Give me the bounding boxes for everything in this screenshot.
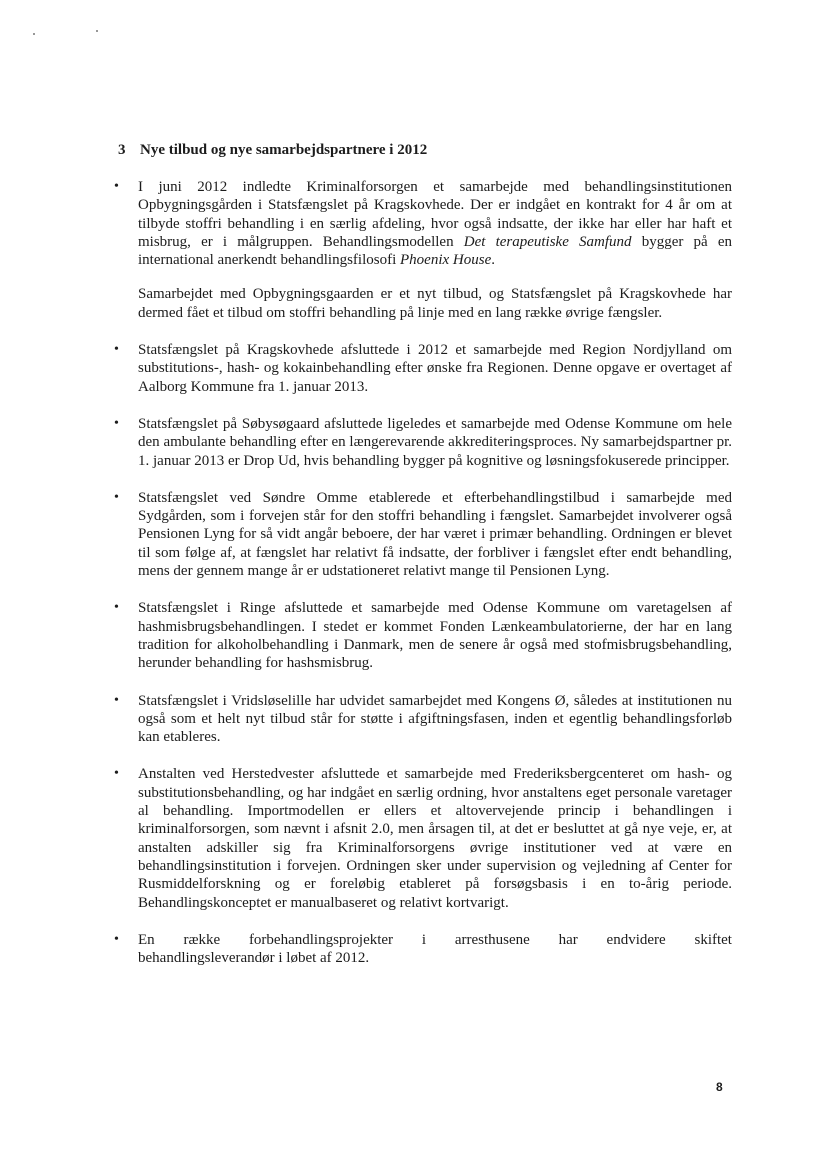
list-item bbox=[112, 765, 732, 911]
paragraph: Anstalten ved Herstedvester afsluttede et samarbejde med Frederiksbergcenteret om hash- og substitutionsbehandling, og har indgået en særlig ordning, hvor anstaltens eget personale varetager al behandling. Importmodellen er ellers et altovervejende princip i behandlingen i kriminalforsorgen, som nævnt i afsnit 2.0, men årsagen til, at det er besluttet at gå nye veje, er, at anstalten adskiller sig fra Kriminalforsorgens øvrige institutioner ved at være en behandlingsinstitution i forvejen. Ordningen sker under supervision og vejledning af Center for Rusmiddelforskning og er foreløbig etableret på forsøgsbasis i en to-årig periode. Behandlingskonceptet er manualbaseret og relativt kortvarigt. bbox=[138, 766, 732, 911]
word: arresthusene bbox=[454, 931, 530, 948]
section-heading bbox=[118, 142, 427, 159]
paragraph-text: bygger på en international anerkendt behandlingsfilosofi bbox=[138, 233, 732, 269]
list-item bbox=[112, 178, 732, 322]
bullet-icon: • bbox=[114, 489, 119, 505]
paragraph: Statsfængslet i Ringe afsluttede et samarbejde med Odense Kommune om varetagelsen af hashmisbrugsbehandlingen. I stedet er kommet Fonden Lænkeambulatorierne, der har en lang tradition for alkoholbehandling i Danmark, men de senere år også med stofmisbrugsbehandling, herunder behandling for hashsmisbrug. bbox=[138, 600, 732, 672]
word: i bbox=[421, 931, 427, 948]
section-number: 3 bbox=[118, 142, 126, 158]
section-title: Nye tilbud og nye samarbejdspartnere i 2012 bbox=[140, 142, 428, 158]
scan-speck bbox=[33, 33, 35, 35]
bullet-icon: • bbox=[114, 415, 119, 431]
scan-speck bbox=[96, 30, 98, 32]
bullet-icon: • bbox=[114, 600, 119, 616]
paragraph: Statsfængslet ved Søndre Omme etablerede et efterbehandlingstilbud i samarbejde med Sydgården, som i forvejen står for den stoffri behandling i fængslet. Samarbejdet involverer også Pensionen Lyng for så vidt angår beboere, der har været i primær behandling. Ordningen er blevet til som følge af, at fængslet har relativt få indsatte, der forbliver i fængslet efter endt behandling, mens der gennem mange år er udstationeret relativt mange til Pensionen Lyng. bbox=[138, 489, 732, 580]
page-number: 8 bbox=[716, 1080, 723, 1094]
word: forbehandlingsprojekter bbox=[248, 931, 394, 948]
list-item bbox=[112, 692, 732, 747]
word: endvidere bbox=[606, 931, 666, 948]
paragraph: Statsfængslet i Vridsløselille har udvidet samarbejdet med Kongens Ø, således at institutionen nu også som et helt nyt tilbud står for støtte i afgiftningsfasen, inden et egentlig behandlingsforløb kan etableres. bbox=[138, 692, 732, 746]
paragraph: Statsfængslet på Søbysøgaard afsluttede ligeledes et samarbejde med Odense Kommune om hele den ambulante behandling efter en længerevarende akkrediteringsproces. Ny samarbejdspartner pr. 1. januar 2013 er Drop Ud, hvis behandling bygger på kognitive og løsningsfokuserede principper. bbox=[138, 415, 732, 469]
italic-term: Phoenix House bbox=[400, 252, 492, 269]
bullet-list bbox=[112, 178, 732, 986]
italic-term: Det terapeutiske Samfund bbox=[463, 233, 632, 250]
bullet-icon: • bbox=[114, 179, 119, 194]
paragraph: behandlingsleverandør i løbet af 2012. bbox=[138, 950, 370, 967]
word: En bbox=[138, 931, 155, 948]
word: skiftet bbox=[694, 931, 732, 948]
bullet-icon: • bbox=[114, 692, 119, 708]
word: række bbox=[183, 931, 221, 948]
list-item bbox=[112, 931, 732, 968]
paragraph: Samarbejdet med Opbygningsgaarden er et nyt tilbud, og Statsfængslet på Kragskovhede har dermed fået et tilbud om stoffri behandling på linje med en lang række øvrige fængsler. bbox=[138, 286, 732, 321]
list-item bbox=[112, 599, 732, 672]
list-item bbox=[112, 341, 732, 396]
bullet-icon: • bbox=[114, 342, 119, 358]
list-item bbox=[112, 415, 732, 470]
paragraph-text: . bbox=[491, 252, 495, 269]
bullet-icon: • bbox=[114, 931, 119, 947]
paragraph: Statsfængslet på Kragskovhede afsluttede i 2012 et samarbejde med Region Nordjylland om substitutions-, hash- og kokainbehandling efter ønske fra Regionen. Denne opgave er overtaget af Aalborg Kommune fra 1. januar 2013. bbox=[138, 342, 732, 395]
word: har bbox=[558, 931, 578, 948]
list-item bbox=[112, 489, 732, 580]
paragraph-line bbox=[138, 931, 732, 949]
bullet-icon: • bbox=[114, 766, 119, 782]
paragraph-text: I juni 2012 indledte Kriminalforsorgen et samarbejde med behandlingsinstitutionen Opbygningsgården i Statsfængslet på Kragskovhede. Der er indgået en kontrakt for 4 år om at tilbyde stoffri behandling i en særlig afdeling, hvor også indsatte, der ikke har eller har haft et misbrug, er i målgruppen. Behandlingsmodellen bbox=[138, 179, 732, 250]
paragraph bbox=[138, 178, 732, 269]
